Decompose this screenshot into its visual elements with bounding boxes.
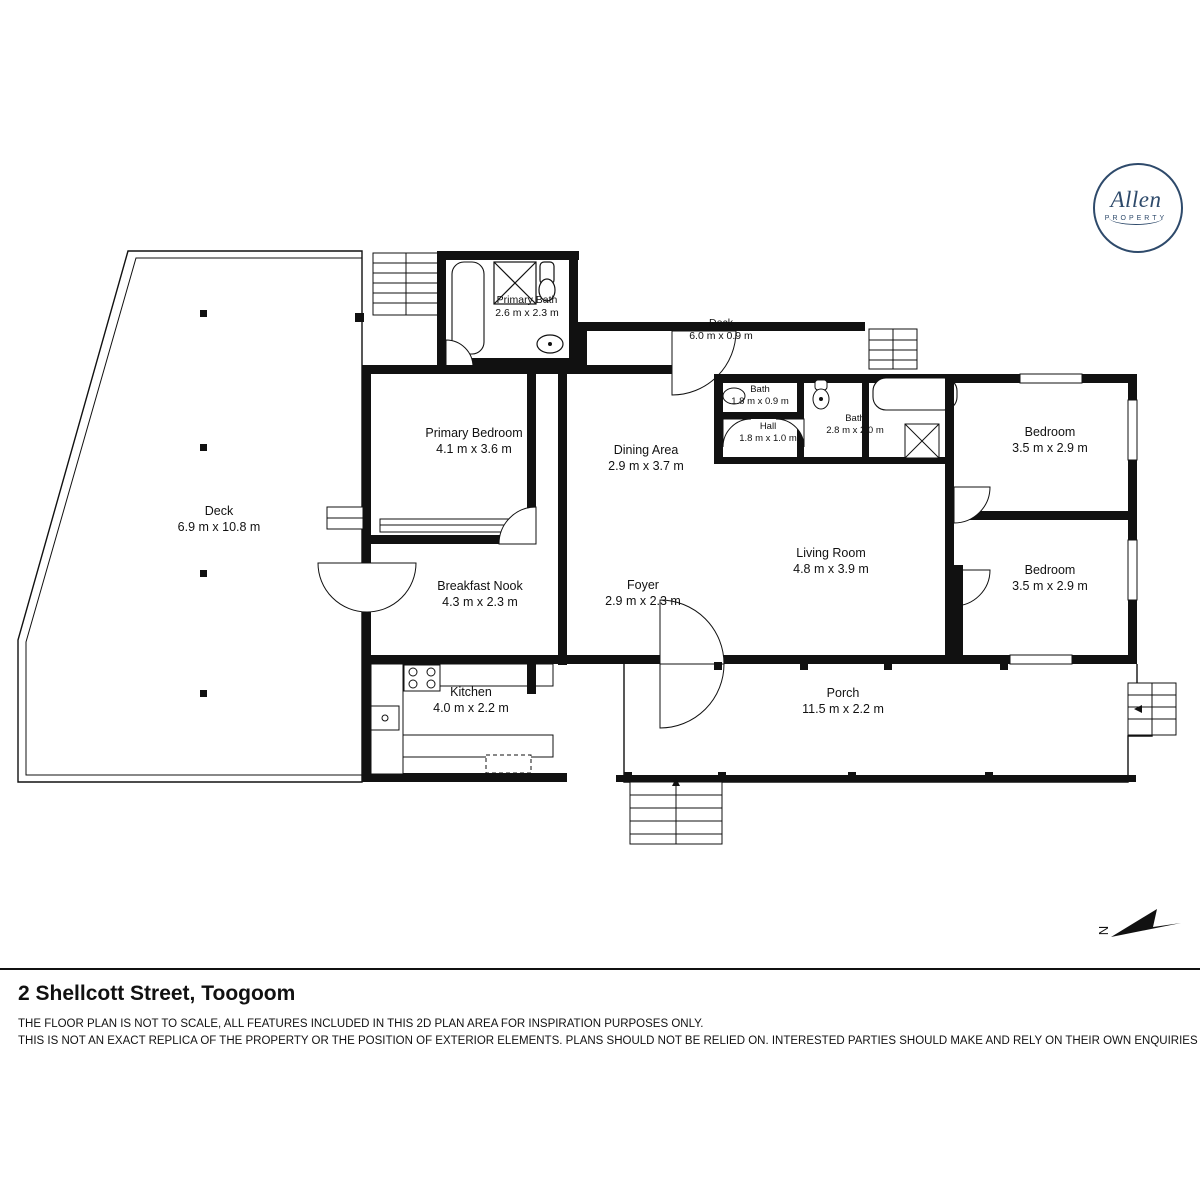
logo-brand-name: Allen — [1110, 187, 1162, 212]
door-swing — [660, 664, 724, 728]
post — [985, 772, 993, 780]
door-swing — [660, 600, 724, 664]
room-name: Primary Bath — [496, 294, 558, 306]
room-dimensions: 6.9 m x 10.8 m — [177, 519, 261, 534]
sink-fixture — [371, 706, 399, 730]
compass-label: N — [1096, 925, 1112, 936]
stairs-right — [1128, 683, 1176, 735]
room-dimensions: 2.6 m x 2.3 m — [495, 307, 559, 320]
room-name: Deck — [709, 317, 733, 329]
room-dimensions: 4.0 m x 2.2 m — [433, 700, 509, 715]
post — [714, 662, 722, 670]
room-dimensions: 4.3 m x 2.3 m — [442, 594, 518, 609]
deck-post — [200, 690, 207, 697]
room-name: Foyer — [627, 578, 659, 592]
central-walls — [558, 322, 947, 664]
room-name: Kitchen — [450, 685, 492, 699]
property-address: 2 Shellcott Street, Toogoom — [18, 982, 296, 1005]
post — [355, 313, 364, 322]
room-name: Primary Bedroom — [425, 426, 523, 440]
stove-fixture — [404, 665, 440, 691]
deck-outline — [18, 251, 362, 782]
sliding-door — [327, 507, 363, 529]
room-name: Deck — [204, 504, 234, 518]
post — [848, 772, 856, 780]
room-dimensions: 6.0 m x 0.9 m — [689, 330, 753, 343]
stairs-top-right — [869, 329, 917, 369]
window — [380, 519, 515, 532]
footer — [0, 968, 1200, 1049]
disclaimer-line-2: THIS IS NOT AN EXACT REPLICA OF THE PROPERTY OR THE POSITION OF EXTERIOR ELEMENTS. PLANS SHOULD NOT BE RELIED ON. INTERESTED PARTIES SHOULD MAKE AND RELY ON THEIR OWN ENQUIRIES — [18, 1034, 1198, 1047]
room-name: Hall — [759, 421, 777, 432]
wall — [954, 565, 963, 655]
room-dimensions: 1.8 m x 1.0 m — [739, 432, 797, 444]
disclaimer-line-1: THE FLOOR PLAN IS NOT TO SCALE, ALL FEATURES INCLUDED IN THIS 2D PLAN AREA FOR INSPIRATION PURPOSES ONLY. — [18, 1018, 704, 1030]
door-swing — [499, 507, 536, 544]
bathtub-fixture — [873, 378, 957, 410]
room-dimensions: 4.1 m x 3.6 m — [436, 441, 512, 456]
room-name: Porch — [826, 686, 860, 700]
primary-bedroom-walls — [362, 365, 594, 665]
stairs-front — [630, 778, 722, 844]
room-dimensions: 4.8 m x 3.9 m — [793, 561, 869, 576]
post — [718, 772, 726, 780]
room-name: Bedroom — [1024, 563, 1076, 577]
bathtub-fixture — [452, 262, 484, 354]
deck-post — [200, 570, 207, 577]
room-name: Living Room — [796, 546, 866, 560]
logo-subtitle: PROPERTY — [1104, 215, 1168, 222]
room-name: Bath — [750, 384, 770, 395]
post — [624, 772, 632, 780]
room-dimensions: 1.8 m x 0.9 m — [731, 395, 789, 407]
deck-post — [200, 444, 207, 451]
shower-fixture — [905, 424, 939, 458]
room-name: Bedroom — [1024, 425, 1076, 439]
kitchen-island — [486, 755, 531, 773]
deck-post — [200, 310, 207, 317]
toilet-fixture — [813, 380, 829, 409]
porch-walls — [567, 655, 1152, 782]
basin-fixture — [723, 388, 745, 404]
room-dimensions: 2.8 m x 2.0 m — [826, 424, 884, 436]
post — [800, 662, 808, 670]
wall — [527, 664, 536, 694]
brand-logo — [1093, 163, 1183, 253]
room-dimensions: 3.5 m x 2.9 m — [1012, 440, 1088, 455]
footer-divider — [0, 968, 1200, 970]
north-arrow — [1095, 893, 1185, 953]
room-dimensions: 2.9 m x 2.3 m — [605, 593, 681, 608]
room-name: Breakfast Nook — [437, 579, 523, 593]
room-name: Bath — [845, 413, 865, 424]
door-swing — [723, 419, 751, 447]
basin-fixture — [537, 335, 563, 353]
compass-needle — [1111, 909, 1181, 937]
door-swing — [672, 331, 736, 395]
toilet-fixture — [539, 262, 555, 301]
room-dimensions: 2.9 m x 3.7 m — [608, 458, 684, 473]
bedroom-walls — [945, 374, 1137, 664]
post — [884, 662, 892, 670]
post — [1000, 662, 1008, 670]
room-dimensions: 3.5 m x 2.9 m — [1012, 578, 1088, 593]
stairs-upper-left — [373, 253, 439, 315]
shower-fixture — [494, 262, 536, 304]
wall — [487, 655, 567, 664]
room-name: Dining Area — [613, 443, 679, 457]
room-dimensions: 11.5 m x 2.2 m — [802, 701, 884, 716]
